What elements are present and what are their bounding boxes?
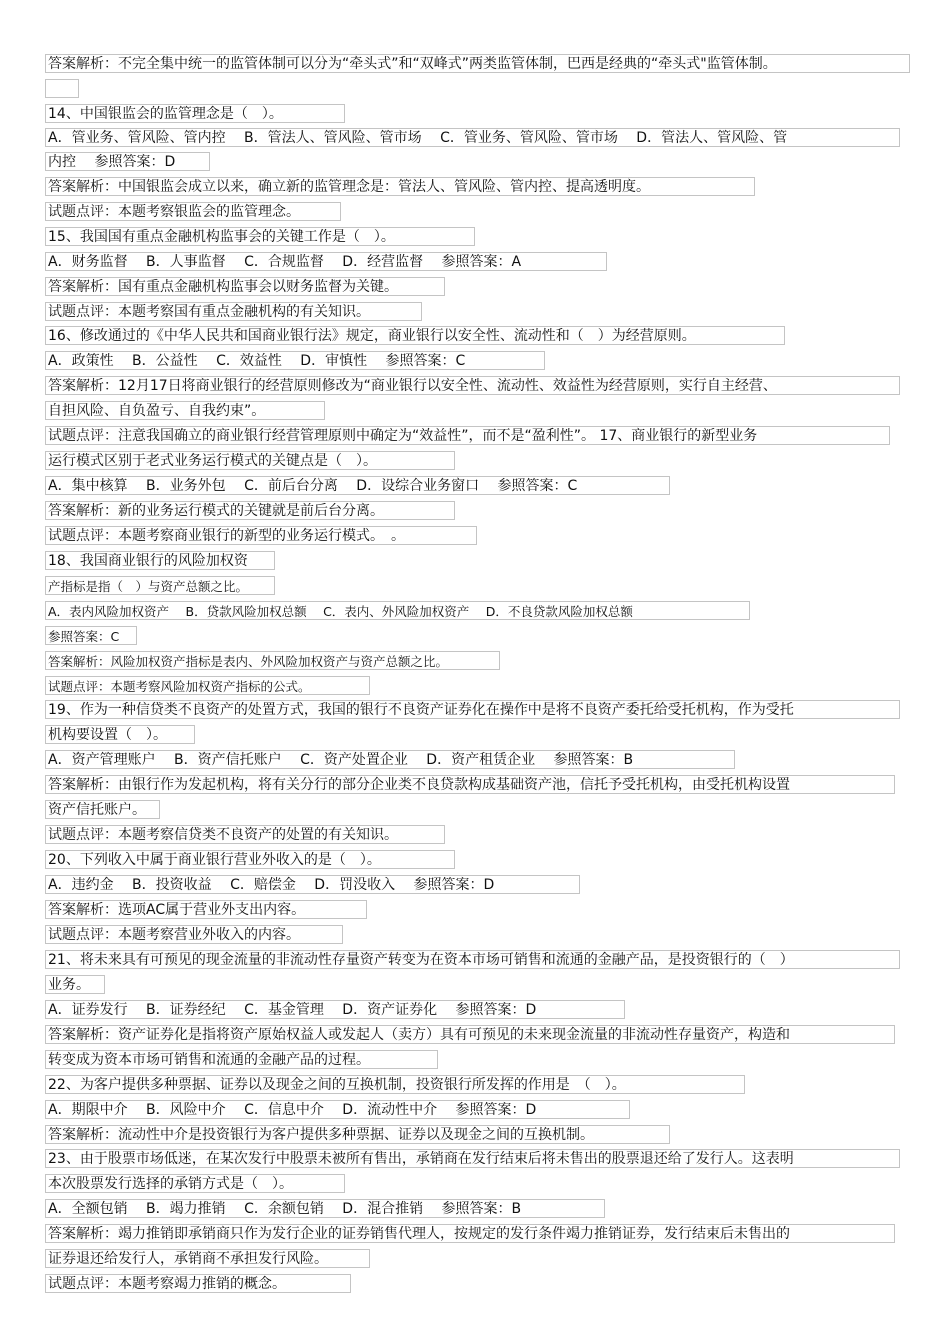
options-line: A．集中核算 B．业务外包 C．前后台分离 D．设综合业务窗口 参照答案：C	[45, 476, 670, 495]
answer-analysis: 答案解析：中国银监会成立以来，确立新的监管理念是：管法人、管风险、管内控、提高透明度。	[45, 177, 755, 196]
answer-analysis: 答案解析：国有重点金融机构监事会以财务监督为关键。	[45, 277, 445, 296]
answer-analysis: 答案解析：流动性中介是投资银行为客户提供多种票据、证券以及现金之间的互换机制。	[45, 1125, 670, 1144]
answer-analysis: 答案解析：风险加权资产指标是表内、外风险加权资产与资产总额之比。	[45, 651, 500, 670]
answer-analysis: 答案解析：由银行作为发起机构，将有关分行的部分企业类不良贷款构成基础资产池，信托予受托机构，由受托机构设置	[45, 775, 895, 794]
text-line: 答案解析：不完全集中统一的监管体制可以分为“牵头式”和“双峰式”两类监管体制，巴西是经典的“牵头式"监管体制。	[45, 54, 910, 73]
empty-box	[45, 79, 79, 98]
question-title: 产指标是指（ ）与资产总额之比。	[45, 576, 275, 595]
comment-line: 试题点评：本题考察商业银行的新型的业务运行模式。 。	[45, 526, 477, 545]
question-title: 业务。	[45, 975, 105, 994]
question-title: 23、由于股票市场低迷，在某次发行中股票未被所有售出，承销商在发行结束后将未售出的股票退还给了发行人。这表明	[45, 1149, 900, 1168]
answer-analysis: 答案解析：竭力推销即承销商只作为发行企业的证券销售代理人，按规定的发行条件竭力推销证券，发行结束后未售出的	[45, 1224, 895, 1243]
question-title: 15、我国国有重点金融机构监事会的关键工作是（ ）。	[45, 227, 475, 246]
comment-line: 试题点评：本题考察国有重点金融机构的有关知识。	[45, 302, 422, 321]
comment-line: 试题点评：本题考察竭力推销的概念。	[45, 1274, 351, 1293]
options-line: A．证券发行 B．证券经纪 C．基金管理 D．资产证券化 参照答案：D	[45, 1000, 625, 1019]
options-line: A．资产管理账户 B．资产信托账户 C．资产处置企业 D．资产租赁企业 参照答案：B	[45, 750, 735, 769]
question-title: 20、下列收入中属于商业银行营业外收入的是（ ）。	[45, 850, 455, 869]
options-line: A．表内风险加权资产 B．贷款风险加权总额 C．表内、外风险加权资产 D．不良贷款风险加权总额	[45, 601, 750, 620]
question-title: 运行模式区别于老式业务运行模式的关键点是（ ）。	[45, 451, 455, 470]
answer-analysis: 自担风险、自负盈亏、自我约束”。	[45, 401, 325, 420]
answer-analysis: 证券退还给发行人，承销商不承担发行风险。	[45, 1249, 370, 1268]
question-title: 22、为客户提供多种票据、证券以及现金之间的互换机制，投资银行所发挥的作用是 （ ）。	[45, 1075, 745, 1094]
options-line: 内控 参照答案：D	[45, 152, 210, 171]
comment-line: 试题点评：本题考察信贷类不良资产的处置的有关知识。	[45, 825, 445, 844]
answer-analysis: 答案解析：新的业务运行模式的关键就是前后台分离。	[45, 501, 455, 520]
options-line: A．管业务、管风险、管内控 B．管法人、管风险、管市场 C．管业务、管风险、管市场 D．管法人、管风险、管	[45, 128, 900, 147]
question-title: 本次股票发行选择的承销方式是（ ）。	[45, 1174, 345, 1193]
options-line: A．违约金 B．投资收益 C．赔偿金 D．罚没收入 参照答案：D	[45, 875, 580, 894]
answer-analysis: 资产信托账户。	[45, 800, 160, 819]
question-title: 14、中国银监会的监管理念是（ ）。	[45, 104, 345, 123]
reference-answer: 参照答案：C	[45, 626, 137, 645]
answer-analysis: 答案解析：选项AC属于营业外支出内容。	[45, 900, 367, 919]
comment-line: 试题点评：本题考察营业外收入的内容。	[45, 925, 343, 944]
answer-analysis: 转变成为资本市场可销售和流通的金融产品的过程。	[45, 1050, 438, 1069]
options-line: A．期限中介 B．风险中介 C．信息中介 D．流动性中介 参照答案：D	[45, 1100, 630, 1119]
question-title: 机构要设置（ ）。	[45, 725, 195, 744]
comment-line: 试题点评：本题考察风险加权资产指标的公式。	[45, 676, 370, 695]
comment-line: 试题点评：本题考察银监会的监管理念。	[45, 202, 341, 221]
comment-line: 试题点评：注意我国确立的商业银行经营管理原则中确定为“效益性”，而不是“盈利性”。 17、商业银行的新型业务	[45, 426, 890, 445]
answer-analysis: 答案解析：12月17日将商业银行的经营原则修改为“商业银行以安全性、流动性、效益性为经营原则，实行自主经营、	[45, 376, 900, 395]
question-title: 19、作为一种信贷类不良资产的处置方式，我国的银行不良资产证券化在操作中是将不良资产委托给受托机构，作为受托	[45, 700, 900, 719]
answer-analysis: 答案解析：资产证券化是指将资产原始权益人或发起人（卖方）具有可预见的未来现金流量的非流动性存量资产，构造和	[45, 1025, 895, 1044]
options-line: A．财务监督 B．人事监督 C．合规监督 D．经营监督 参照答案：A	[45, 252, 607, 271]
question-title: 16、修改通过的《中华人民共和国商业银行法》规定，商业银行以安全性、流动性和（ ）为经营原则。	[45, 326, 785, 345]
options-line: A．政策性 B．公益性 C．效益性 D．审慎性 参照答案：C	[45, 351, 545, 370]
question-title: 18、我国商业银行的风险加权资	[45, 551, 275, 570]
question-title: 21、将未来具有可预见的现金流量的非流动性存量资产转变为在资本市场可销售和流通的金融产品，是投资银行的（ ）	[45, 950, 900, 969]
options-line: A．全额包销 B．竭力推销 C．余额包销 D．混合推销 参照答案：B	[45, 1199, 605, 1218]
